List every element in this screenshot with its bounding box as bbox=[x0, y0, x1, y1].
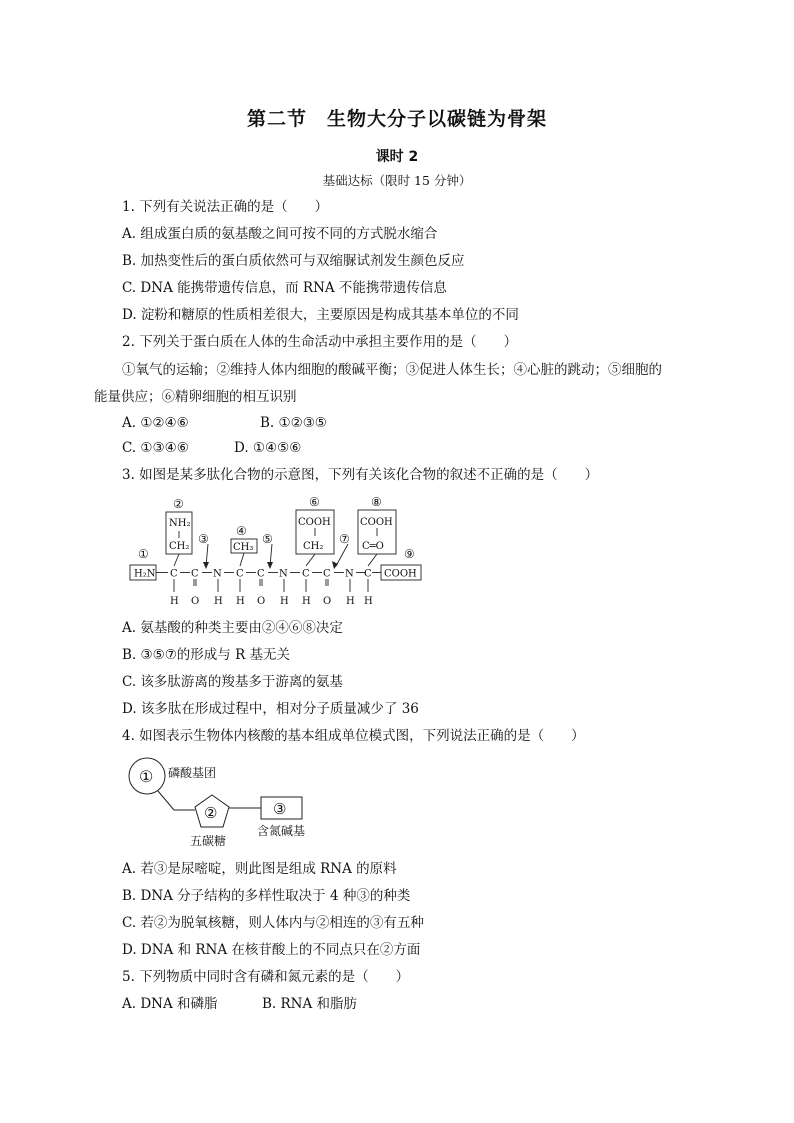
atom-c-4: C bbox=[257, 568, 265, 580]
phosphate-label: 磷酸基团 bbox=[168, 766, 217, 780]
q4-option-a: A. 若③是尿嘧啶，则此图是组成 RNA 的原料 bbox=[122, 861, 397, 877]
atom-h-5: H bbox=[302, 596, 311, 607]
q2-option-a: A. ①②④⑥ bbox=[122, 415, 189, 431]
atom-c-6: C bbox=[323, 568, 331, 580]
q1-option-a: A. 组成蛋白质的氨基酸之间可按不同的方式脱水缩合 bbox=[122, 226, 438, 242]
q3-option-d: D. 该多肽在形成过程中，相对分子质量减少了 36 bbox=[122, 701, 419, 717]
q5-option-a: A. DNA 和磷脂 bbox=[122, 996, 218, 1012]
marker-8: ⑧ bbox=[371, 495, 382, 509]
q2-stem: 2. 下列关于蛋白质在人体的生命活动中承担主要作用的是（ ） bbox=[122, 334, 518, 350]
atom-o-1: O bbox=[191, 596, 200, 607]
q3-option-b: B. ③⑤⑦的形成与 R 基无关 bbox=[122, 647, 291, 663]
pentose-label: 五碳糖 bbox=[190, 834, 227, 848]
atom-h-7: H bbox=[364, 596, 373, 607]
q3-stem: 3. 如图是某多肽化合物的示意图，下列有关该化合物的叙述不正确的是（ ） bbox=[122, 467, 599, 483]
q4-stem: 4. 如图表示生物体内核酸的基本组成单位模式图，下列说法正确的是（ ） bbox=[122, 728, 585, 744]
marker-9: ⑨ bbox=[404, 547, 415, 561]
atom-h-1: H bbox=[170, 596, 179, 607]
atom-c-1: C bbox=[170, 568, 178, 580]
q4-option-b: B. DNA 分子结构的多样性取决于 4 种③的种类 bbox=[122, 888, 411, 904]
q2-option-d: D. ①④⑤⑥ bbox=[234, 440, 302, 456]
level-label: 基础达标（限时 15 分钟） bbox=[322, 173, 472, 188]
q1-option-b: B. 加热变性后的蛋白质依然可与双缩脲试剂发生颜色反应 bbox=[122, 253, 465, 269]
marker-3: ③ bbox=[198, 532, 209, 546]
q4-option-c: C. 若②为脱氧核糖，则人体内与②相连的③有五种 bbox=[122, 915, 424, 931]
q3-option-c: C. 该多肽游离的羧基多于游离的氨基 bbox=[122, 674, 343, 690]
label-1: ① bbox=[139, 767, 154, 786]
atom-c-5: C bbox=[302, 568, 310, 580]
ch2-label-1: CH₂ bbox=[169, 541, 190, 552]
atom-c-2: C bbox=[191, 568, 199, 580]
ch2-label-2: CH₂ bbox=[303, 541, 324, 552]
polypeptide-figure bbox=[128, 492, 428, 612]
atom-o-3: O bbox=[323, 596, 332, 607]
q1-stem: 1. 下列有关说法正确的是（ ） bbox=[122, 199, 329, 215]
c-o-label: C═O bbox=[362, 541, 384, 552]
cooh-label-2: COOH bbox=[360, 517, 393, 528]
atom-c-3: C bbox=[236, 568, 244, 580]
marker-6: ⑥ bbox=[309, 495, 320, 509]
marker-7: ⑦ bbox=[339, 532, 350, 546]
atom-n-1: N bbox=[213, 568, 222, 580]
q2-option-b: B. ①②③⑤ bbox=[260, 415, 327, 431]
atom-o-2: O bbox=[257, 596, 266, 607]
atom-h-4: H bbox=[280, 596, 289, 607]
lesson-label: 课时 2 bbox=[375, 149, 419, 165]
ch3-label: CH₃ bbox=[233, 542, 254, 553]
label-2: ② bbox=[204, 804, 218, 822]
marker-5: ⑤ bbox=[262, 532, 273, 546]
atom-h-6: H bbox=[346, 596, 355, 607]
atom-h-2: H bbox=[214, 596, 223, 607]
q1-option-d: D. 淀粉和糖原的性质相差很大，主要原因是构成其基本单位的不同 bbox=[122, 307, 519, 323]
q5-option-b: B. RNA 和脂肪 bbox=[262, 996, 358, 1012]
q1-option-c: C. DNA 能携带遗传信息，而 RNA 不能携带遗传信息 bbox=[122, 280, 447, 296]
base-label: 含氮碱基 bbox=[257, 824, 306, 838]
q4-option-d: D. DNA 和 RNA 在核苷酸上的不同点只在②方面 bbox=[122, 942, 421, 958]
atom-n-2: N bbox=[279, 568, 288, 580]
q5-stem: 5. 下列物质中同时含有磷和氮元素的是（ ） bbox=[122, 969, 410, 985]
page-title: 第二节 生物大分子以碳链为骨架 bbox=[246, 108, 547, 130]
q3-option-a: A. 氨基酸的种类主要由②④⑥⑧决定 bbox=[122, 620, 343, 636]
cooh-label-1: COOH bbox=[298, 517, 331, 528]
h2n-label: H₂N bbox=[134, 568, 156, 580]
nucleotide-figure bbox=[122, 756, 322, 852]
atom-n-3: N bbox=[345, 568, 354, 580]
marker-2: ② bbox=[173, 497, 184, 511]
nh2-label: NH₂ bbox=[169, 518, 191, 529]
cooh-label-3: COOH bbox=[384, 568, 417, 580]
q2-option-c: C. ①③④⑥ bbox=[122, 440, 189, 456]
marker-1: ① bbox=[138, 547, 149, 561]
label-3: ③ bbox=[273, 800, 287, 818]
q2-items-line2: 能量供应；⑥精卵细胞的相互识别 bbox=[94, 389, 297, 405]
marker-4: ④ bbox=[236, 524, 247, 538]
atom-c-7: C bbox=[364, 568, 372, 580]
atom-h-3: H bbox=[236, 596, 245, 607]
q2-items-line1: ①氧气的运输；②维持人体内细胞的酸碱平衡；③促进人体生长；④心脏的跳动；⑤细胞的 bbox=[122, 362, 662, 378]
